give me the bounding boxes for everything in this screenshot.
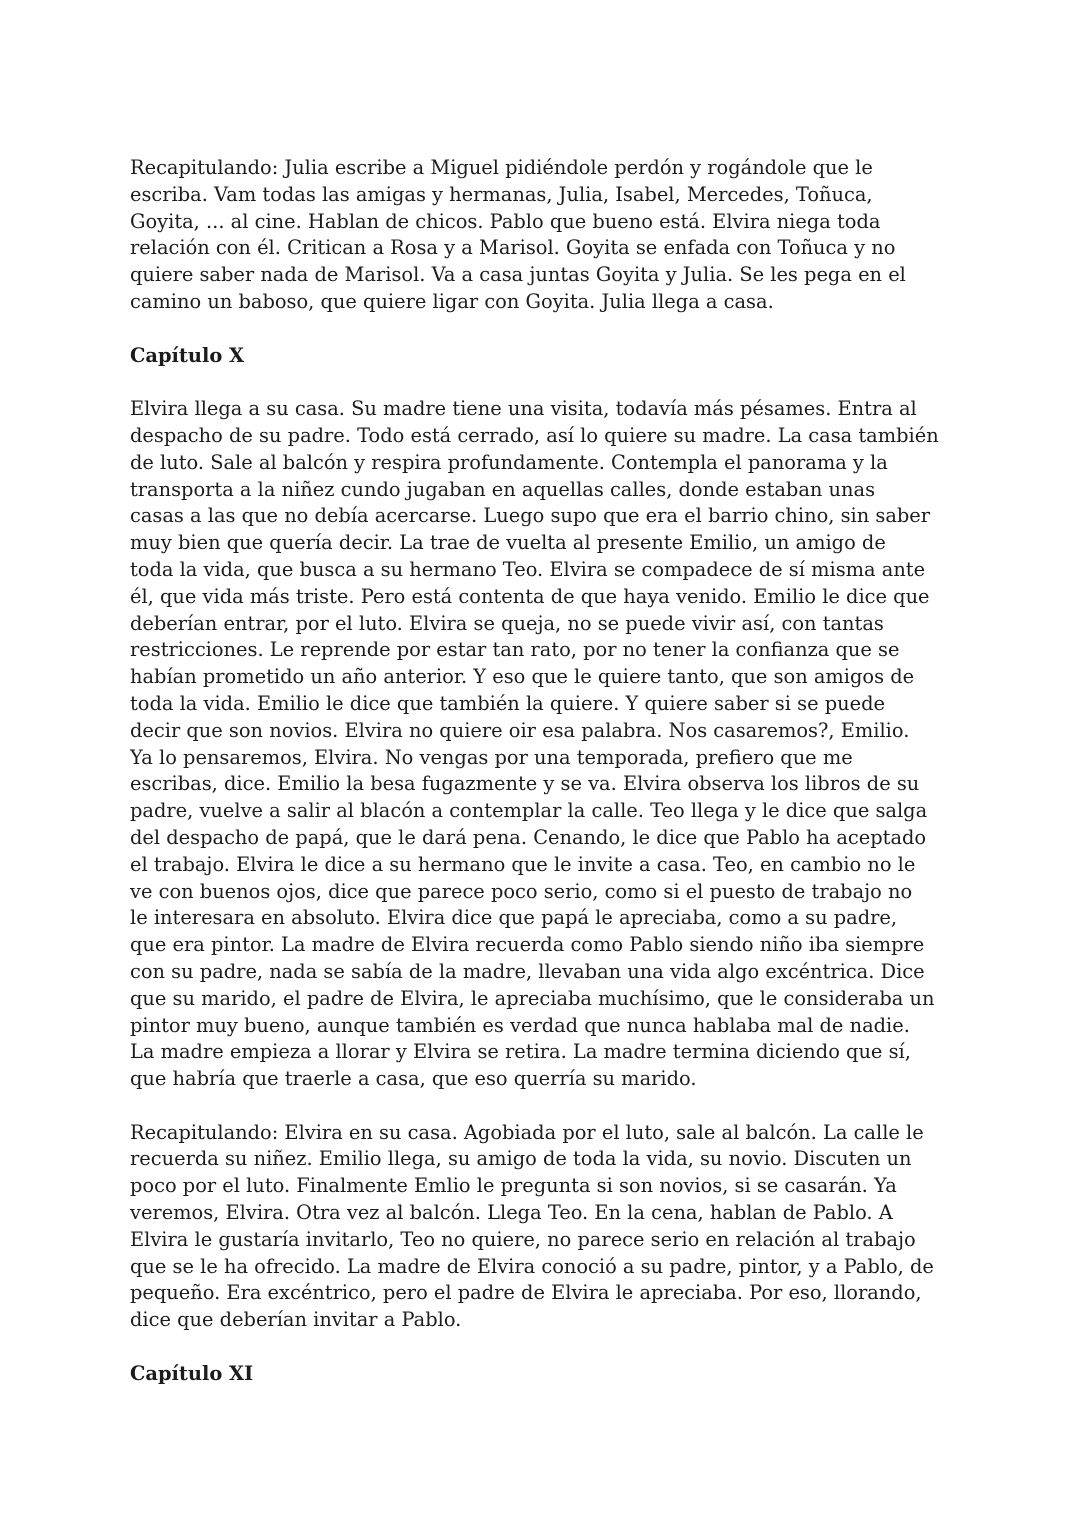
text-line: pintor muy bueno, aunque también es verdad que nunca hablaba mal de nadie. [130,1013,910,1037]
text-line: muy bien que quería decir. La trae de vuelta al presente Emilio, un amigo de [130,531,886,555]
text-line: toda la vida, que busca a su hermano Teo. Elvira se compadece de sí misma ante [130,557,926,581]
text-line: transporta a la niñez cundo jugaban en aquellas calles, donde estaban unas [130,477,876,501]
text-line: que era pintor. La madre de Elvira recuerda como Pablo siendo niño iba siempre [130,933,925,957]
paragraph-spacer [130,316,960,343]
text-line: Elvira le gustaría invitarlo, Teo no quiere, no parece serio en relación al trabajo [130,1227,916,1251]
text-line: dice que deberían invitar a Pablo. [130,1308,462,1332]
text-line: Ya lo pensaremos, Elvira. No vengas por una temporada, prefiero que me [130,745,853,769]
chapter-heading-x [130,343,960,370]
text-line: deberían entrar, por el luto. Elvira se queja, no se puede vivir así, con tantas [130,611,884,635]
text-line: el trabajo. Elvira le dice a su hermano que le invite a casa. Teo, en cambio no le [130,852,916,876]
text-line: Goyita, ... al cine. Hablan de chicos. Pablo que bueno está. Elvira niega toda [130,209,881,233]
chapter-heading-xi [130,1361,960,1388]
text-line: padre, vuelve a salir al blacón a contemplar la calle. Teo llega y le dice que salga [130,799,928,823]
text-line: de luto. Sale al balcón y respira profundamente. Contempla el panorama y la [130,450,888,474]
text-line: La madre empieza a llorar y Elvira se retira. La madre termina diciendo que sí, [130,1040,911,1064]
text-line: Recapitulando: Elvira en su casa. Agobiada por el luto, sale al balcón. La calle le [130,1120,924,1144]
text-line: escriba. Vam todas las amigas y hermanas, Julia, Isabel, Mercedes, Toñuca, [130,182,873,206]
text-line: que se le ha ofrecido. La madre de Elvira conoció a su padre, pintor, y a Pablo, de [130,1254,934,1278]
paragraph-spacer [130,1093,960,1120]
text-line: con su padre, nada se sabía de la madre, llevaban una vida algo excéntrica. Dice [130,959,925,983]
heading-text: Capítulo XI [130,1361,254,1385]
text-line: restricciones. Le reprende por estar tan rato, por no tener la confianza que se [130,638,900,662]
text-line: habían prometido un año anterior. Y eso que le quiere tanto, que son amigos de [130,665,915,689]
text-line: pequeño. Era excéntrico, pero el padre de Elvira le apreciaba. Por eso, llorando, [130,1281,922,1305]
text-line: del despacho de papá, que le dará pena. Cenando, le dice que Pablo ha aceptado [130,825,927,849]
chapter-x-paragraph [130,396,960,1093]
recap-paragraph-1 [130,155,960,316]
document-page [130,155,960,1388]
recap-paragraph-2 [130,1120,960,1334]
text-line: relación con él. Critican a Rosa y a Marisol. Goyita se enfada con Toñuca y no [130,236,896,260]
text-line: que su marido, el padre de Elvira, le apreciaba muchísimo, que le consideraba un [130,986,935,1010]
text-line: ve con buenos ojos, dice que parece poco serio, como si el puesto de trabajo no [130,879,913,903]
text-line: decir que son novios. Elvira no quiere oir esa palabra. Nos casaremos?, Emilio. [130,718,910,742]
text-line: camino un baboso, que quiere ligar con Goyita. Julia llega a casa. [130,289,774,313]
text-line: Recapitulando: Julia escribe a Miguel pidiéndole perdón y rogándole que le [130,156,873,179]
paragraph-spacer [130,369,960,396]
text-line: Elvira llega a su casa. Su madre tiene una visita, todavía más pésames. Entra al [130,397,917,421]
text-line: recuerda su niñez. Emilio llega, su amigo de toda la vida, su novio. Discuten un [130,1147,912,1171]
text-line: casas a las que no debía acercarse. Luego supo que era el barrio chino, sin saber [130,504,931,528]
text-line: despacho de su padre. Todo está cerrado, así lo quiere su madre. La casa también [130,423,939,447]
text-line: le interesara en absoluto. Elvira dice que papá le apreciaba, como a su padre, [130,906,898,930]
paragraph-spacer [130,1334,960,1361]
text-line: poco por el luto. Finalmente Emlio le pregunta si son novios, si se casarán. Ya [130,1174,897,1198]
text-line: escribas, dice. Emilio la besa fugazmente y se va. Elvira observa los libros de su [130,772,920,796]
text-line: que habría que traerle a casa, que eso querría su marido. [130,1067,697,1091]
heading-text: Capítulo X [130,343,245,367]
text-line: él, que vida más triste. Pero está contenta de que haya venido. Emilio le dice que [130,584,930,608]
text-line: toda la vida. Emilio le dice que también la quiere. Y quiere saber si se puede [130,691,885,715]
text-line: veremos, Elvira. Otra vez al balcón. Llega Teo. En la cena, hablan de Pablo. A [130,1201,893,1225]
text-line: quiere saber nada de Marisol. Va a casa juntas Goyita y Julia. Se les pega en el [130,263,906,287]
